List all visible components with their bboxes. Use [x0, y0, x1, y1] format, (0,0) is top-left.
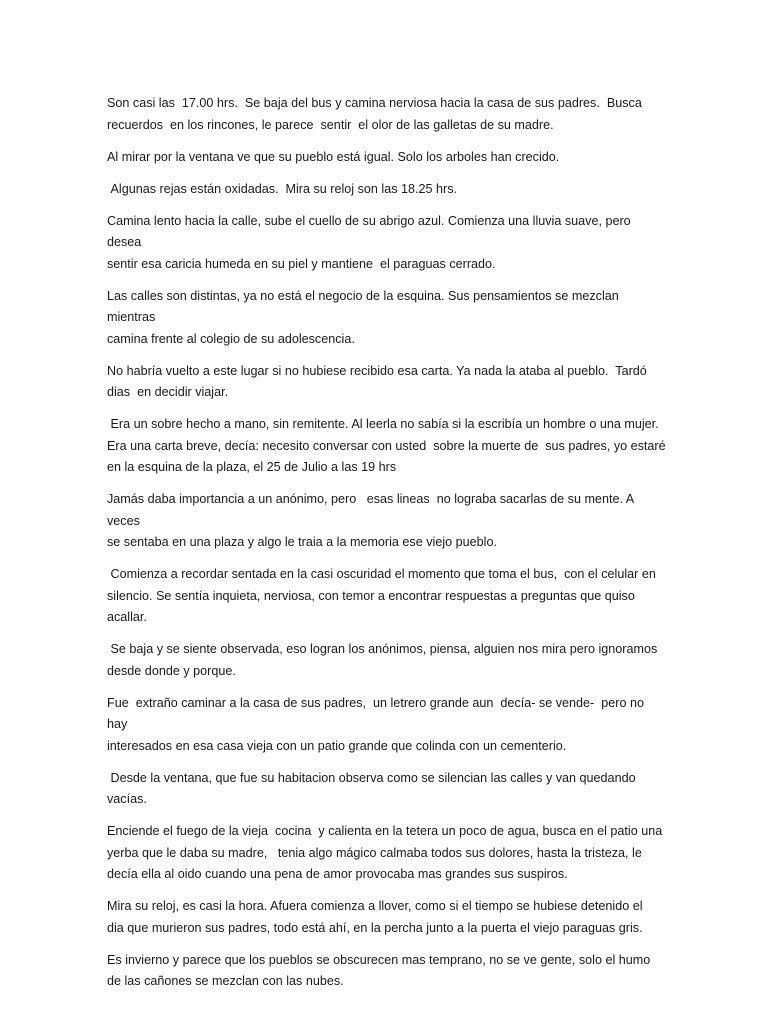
paragraph: Jamás daba importancia a un anónimo, pero esas lineas no lograba sacarlas de su mente. A veces se sentaba en una plaza y algo le traia a la memoria ese viejo pueblo.: [107, 492, 634, 549]
paragraph: Son casi las 17.00 hrs. Se baja del bus y camina nerviosa hacia la casa de sus padres. Busca recuerdos en los rincones, le parece sentir el olor de las galletas de su madre.: [107, 96, 642, 132]
paragraph: Camina lento hacia la calle, sube el cuello de su abrigo azul. Comienza una lluvia suave, pero desea sentir esa caricia humeda en su piel y mantiene el paraguas cerrado.: [107, 213, 631, 271]
paragraph: Al mirar por la ventana ve que su pueblo está igual. Solo los arboles han crecido.: [107, 149, 560, 164]
paragraph: Enciende el fuego de la vieja cocina y calienta en la tetera un poco de agua, busca en el patio una yerba que le daba su madre, tenia algo mágico calmaba todos sus dolores, hasta la tristeza, le decía ella al oido cuando una pena de amor provocaba mas grandes sus suspiros.: [107, 824, 663, 881]
paragraph: Se baja y se siente observada, eso logran los anónimos, piensa, alguien nos mira pero ignoramos desde donde y porque.: [107, 642, 658, 678]
paragraph: Comienza a recordar sentada en la casi oscuridad el momento que toma el bus, con el celular en silencio. Se sentía inquieta, nerviosa, con temor a encontrar respuestas a preguntas que quiso acallar.: [107, 567, 656, 624]
paragraph: Era un sobre hecho a mano, sin remitente. Al leerla no sabía si la escribía un hombre o una mujer. Era una carta breve, decía: necesito conversar con usted sobre la muerte de sus padres, yo estaré en la esquina de la plaza, el 25 de Julio a las 19 hrs: [107, 417, 666, 474]
paragraph: Es invierno y parece que los pueblos se obscurecen mas temprano, no se ve gente, solo el humo de las cañones se mezclan con las nubes.: [107, 952, 651, 988]
paragraph: Fue extraño caminar a la casa de sus padres, un letrero grande aun decía- se vende- pero no hay interesados en esa casa vieja con un patio grande que colinda con un cementerio.: [107, 695, 644, 753]
paragraph: Las calles son distintas, ya no está el negocio de la esquina. Sus pensamientos se mezclan mientras camina frente al colegio de su adolescencia.: [107, 288, 619, 346]
paragraph: Desde la ventana, que fue su habitacion observa como se silencian las calles y van quedando vacías.: [107, 770, 636, 806]
paragraph: Algunas rejas están oxidadas. Mira su reloj son las 18.25 hrs.: [107, 181, 458, 196]
paragraph: Mira su reloj, es casi la hora. Afuera comienza a llover, como si el tiempo se hubiese detenido el dia que murieron sus padres, todo está ahí, en la percha junto a la puerta el viejo paraguas gris.: [107, 899, 643, 935]
document-body: [107, 93, 667, 1003]
paragraph: No habría vuelto a este lugar si no hubiese recibido esa carta. Ya nada la ataba al pueblo. Tardó dias en decidir viajar.: [107, 363, 647, 399]
